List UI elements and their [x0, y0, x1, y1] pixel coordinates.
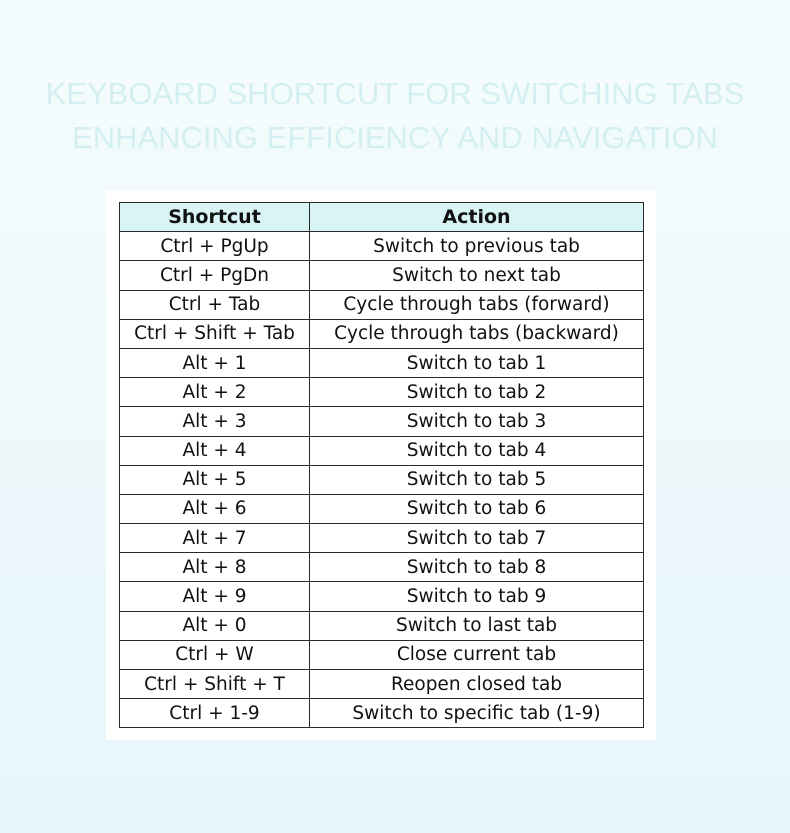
- table-row: [120, 670, 644, 699]
- page-title: [0, 72, 790, 160]
- action-cell: Switch to next tab: [310, 261, 644, 290]
- action-cell: Switch to specific tab (1-9): [310, 699, 644, 728]
- shortcut-cell: Ctrl + 1-9: [120, 699, 310, 728]
- table-row: [120, 319, 644, 348]
- action-cell: Switch to tab 1: [310, 348, 644, 377]
- table-row: [120, 378, 644, 407]
- action-cell: Close current tab: [310, 640, 644, 669]
- action-cell: Switch to last tab: [310, 611, 644, 640]
- table-row: [120, 553, 644, 582]
- shortcut-cell: Ctrl + Shift + Tab: [120, 319, 310, 348]
- title-line-2: ENHANCING EFFICIENCY AND NAVIGATION: [72, 120, 718, 155]
- table-row: [120, 290, 644, 319]
- shortcut-cell: Alt + 0: [120, 611, 310, 640]
- action-cell: Switch to tab 2: [310, 378, 644, 407]
- shortcut-cell: Alt + 3: [120, 407, 310, 436]
- action-cell: Switch to previous tab: [310, 232, 644, 261]
- table-row: [120, 640, 644, 669]
- shortcut-cell: Ctrl + PgUp: [120, 232, 310, 261]
- shortcut-cell: Ctrl + W: [120, 640, 310, 669]
- table-row: [120, 407, 644, 436]
- title-line-1: KEYBOARD SHORTCUT FOR SWITCHING TABS: [45, 76, 745, 111]
- action-cell: Switch to tab 5: [310, 465, 644, 494]
- table-row: [120, 699, 644, 728]
- shortcut-cell: Ctrl + Shift + T: [120, 670, 310, 699]
- action-cell: Reopen closed tab: [310, 670, 644, 699]
- action-cell: Switch to tab 4: [310, 436, 644, 465]
- shortcut-cell: Ctrl + Tab: [120, 290, 310, 319]
- action-cell: Switch to tab 7: [310, 524, 644, 553]
- action-cell: Switch to tab 6: [310, 494, 644, 523]
- table-row: [120, 582, 644, 611]
- table-row: [120, 261, 644, 290]
- shortcut-table: [119, 202, 644, 728]
- shortcut-cell: Alt + 2: [120, 378, 310, 407]
- action-cell: Switch to tab 3: [310, 407, 644, 436]
- action-cell: Switch to tab 9: [310, 582, 644, 611]
- table-row: [120, 465, 644, 494]
- table-row: [120, 232, 644, 261]
- shortcut-cell: Alt + 8: [120, 553, 310, 582]
- table-row: [120, 436, 644, 465]
- shortcut-cell: Alt + 4: [120, 436, 310, 465]
- shortcut-cell: Alt + 7: [120, 524, 310, 553]
- action-cell: Switch to tab 8: [310, 553, 644, 582]
- table-header-row: [120, 203, 644, 232]
- table-row: [120, 494, 644, 523]
- shortcut-cell: Alt + 6: [120, 494, 310, 523]
- shortcut-cell: Alt + 1: [120, 348, 310, 377]
- header-shortcut: Shortcut: [120, 203, 310, 232]
- action-cell: Cycle through tabs (forward): [310, 290, 644, 319]
- table-row: [120, 611, 644, 640]
- shortcut-cell: Alt + 9: [120, 582, 310, 611]
- shortcut-cell: Ctrl + PgDn: [120, 261, 310, 290]
- table-row: [120, 348, 644, 377]
- action-cell: Cycle through tabs (backward): [310, 319, 644, 348]
- shortcut-cell: Alt + 5: [120, 465, 310, 494]
- table-row: [120, 524, 644, 553]
- header-action: Action: [310, 203, 644, 232]
